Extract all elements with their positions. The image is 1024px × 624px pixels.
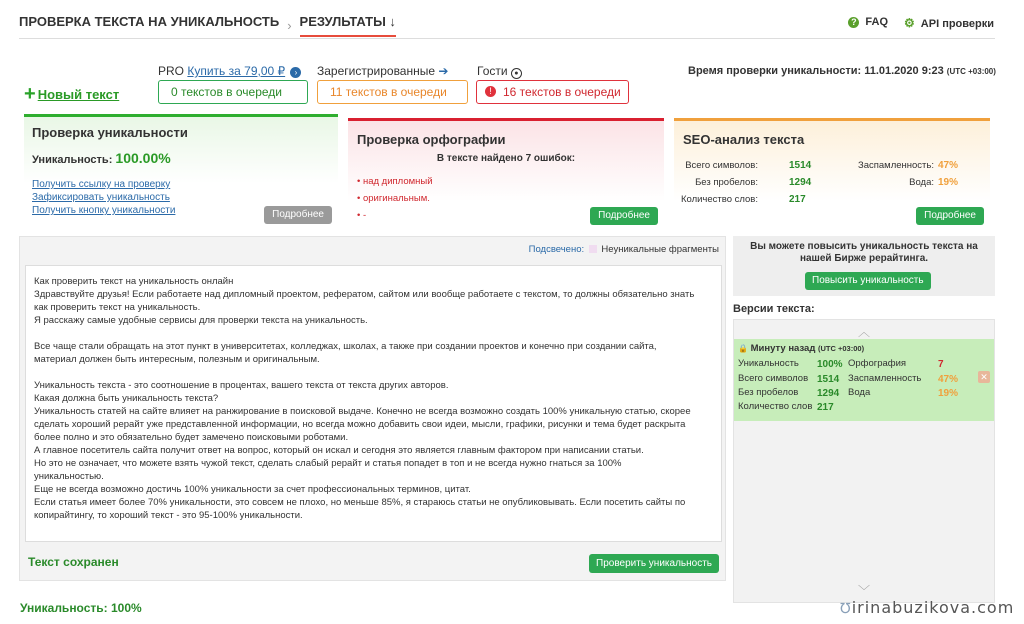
seo-right-values: 47% 19% [938, 160, 959, 188]
breadcrumb-check-text[interactable]: ПРОВЕРКА ТЕКСТА НА УНИКАЛЬНОСТЬ [19, 14, 280, 29]
gear-icon: ⚙ [904, 16, 915, 30]
spelling-found: В тексте найдено 7 ошибок: [436, 153, 576, 164]
seo-left-labels: Всего символов: Без пробелов: Количество слов: [680, 160, 758, 205]
pro-label: PRO Купить за 79,00 ₽ › [158, 64, 301, 78]
get-button-link[interactable]: Получить кнопку уникальности [32, 205, 176, 216]
fix-uniqueness-link[interactable]: Зафиксировать уникальность [32, 192, 170, 203]
registered-queue-box: 11 текстов в очереди [317, 80, 468, 104]
increase-uniqueness-button[interactable]: Повысить уникальность [805, 272, 931, 290]
check-time: Время проверки уникальности: 11.01.2020 9:23 (UTC +03:00) [688, 65, 996, 77]
api-link[interactable]: ⚙ API проверки [904, 16, 994, 30]
breadcrumb-results[interactable]: РЕЗУЛЬТАТЫ ↓ [300, 14, 396, 37]
pro-queue-box: 0 текстов в очереди [158, 80, 308, 104]
delete-version-icon[interactable]: ✕ [978, 371, 990, 383]
uniqueness-value: 100.00% [115, 150, 171, 166]
uniqueness-line: Уникальность: 100.00% [32, 150, 171, 166]
breadcrumb [19, 14, 396, 37]
version-time: 🔒 Минуту назад (UTC +03:00) [738, 343, 865, 354]
spelling-card-title: Проверка орфографии [357, 132, 506, 147]
highlight-legend: Подсвечено: Неуникальные фрагменты [528, 244, 719, 255]
scroll-up-icon[interactable]: ︿ [858, 325, 871, 339]
spelling-error-item[interactable]: • оригинальным. [357, 193, 430, 204]
new-text-button[interactable]: + Новый текст [24, 83, 120, 105]
seo-card [674, 118, 990, 228]
promo-text: Вы можете повысить уникальность текста на нашей Бирже рерайтинга. [750, 241, 978, 264]
bottom-uniqueness: Уникальность: 100% [20, 601, 142, 615]
get-link-link[interactable]: Получить ссылку на проверку [32, 179, 171, 190]
seo-right-labels: Заспамленность: Вода: [857, 160, 934, 188]
question-icon: ? [848, 17, 859, 28]
seo-left-values: 1514 1294 217 [789, 160, 812, 205]
scroll-down-icon[interactable]: ﹀ [858, 584, 871, 598]
text-panel [19, 236, 726, 581]
login-icon: ➔ [438, 64, 449, 78]
uniqueness-more-button[interactable]: Подробнее [264, 206, 332, 224]
lock-icon: 🔒 [738, 344, 748, 353]
rewrite-promo [733, 236, 995, 296]
faq-link[interactable]: ? FAQ [848, 16, 888, 30]
arrow-right-icon: › [290, 67, 301, 78]
uniqueness-card-title: Проверка уникальности [32, 125, 188, 140]
user-icon: ● [511, 68, 522, 79]
spelling-more-button[interactable]: Подробнее [590, 207, 658, 225]
uniqueness-card [24, 114, 338, 228]
spelling-error-item[interactable]: • над дипломный [357, 176, 433, 187]
check-uniqueness-button[interactable]: Проверить уникальность [589, 554, 719, 573]
spelling-error-item[interactable]: • - [357, 210, 367, 221]
top-links [848, 16, 994, 30]
header-divider [19, 38, 995, 39]
spelling-errors [357, 173, 433, 224]
seo-more-button[interactable]: Подробнее [916, 207, 984, 225]
seo-card-title: SEO-анализ текста [683, 132, 805, 147]
text-saved-status: Текст сохранен [28, 555, 119, 569]
magnifier-icon: ℧ [840, 601, 852, 617]
alert-icon: ! [485, 86, 496, 97]
spelling-card [348, 118, 664, 228]
watermark: ℧irinabuzikova.com [840, 598, 1015, 617]
guests-label: Гости ● [477, 64, 522, 79]
plus-icon: + [24, 83, 36, 105]
highlight-swatch [589, 245, 597, 253]
versions-list [733, 319, 995, 603]
guests-queue-box: ! 16 текстов в очереди [476, 80, 629, 104]
versions-title: Версии текста: [733, 303, 815, 315]
registered-label: Зарегистрированные ➔ [317, 64, 449, 78]
uniqueness-links [32, 178, 175, 217]
buy-pro-link[interactable]: Купить за 79,00 ₽ [187, 64, 286, 78]
breadcrumb-separator: › [287, 18, 292, 33]
text-editor[interactable]: Как проверить текст на уникальность онлайн Здравствуйте друзья! Если работаете над дипломный проектом, рефератом, сайтом или вообще работаете с текстом, то должны обязательно знать как проверить текст на уникальность. Я расскажу самые удобные сервисы для проверки текста на уникальность. Все чаще стали обращать на этот пункт в университетах, колледжах, школах, а также при создании проектов и конечно при создании сайта, материал должен быть интересным, полезным и оригинальным. Уникальность текста - это соотношение в процентах, вашего текста от текста других авторов. Какая должна быть уникальность текста? Уникальность статей на сайте влияет на ранжирование в поисковой выдаче. Конечно не всегда возможно создать 100% уникальную статью, скорее сделать хороший рерайт уже представленной информации, но всегда можно добавить свои идеи, мысли, графики, рисунки и тема будет раскрыта более полно и это обязательно будет замечено поисковыми роботами. А главное посетитель сайта получит ответ на вопрос, который он искал и сегодня это является главным фактором при написании статьи. Но это не означает, что можете взять чужой текст, сделать слабый рерайт и статья попадет в топ и не всегда нужно гнаться за 100% уникальностью. Еще не всегда возможно достичь 100% уникальности за счет профессиональных терминов, цитат. Если статья имеет более 70% уникальности, это совсем не плохо, но меньше 85%, я стараюсь статьи не опубликовывать. Если посетить сайты по копирайтингу, то хороший текст - это 95-100% уникальности. [25, 265, 722, 542]
version-item[interactable]: 🔒 Минуту назад (UTC +03:00) Уникальность 100% Всего символов 1514 Без пробелов 1294 Количество слов 217 Орфография 7 Заспамленность 47% Вода 19% ✕ [734, 339, 994, 421]
